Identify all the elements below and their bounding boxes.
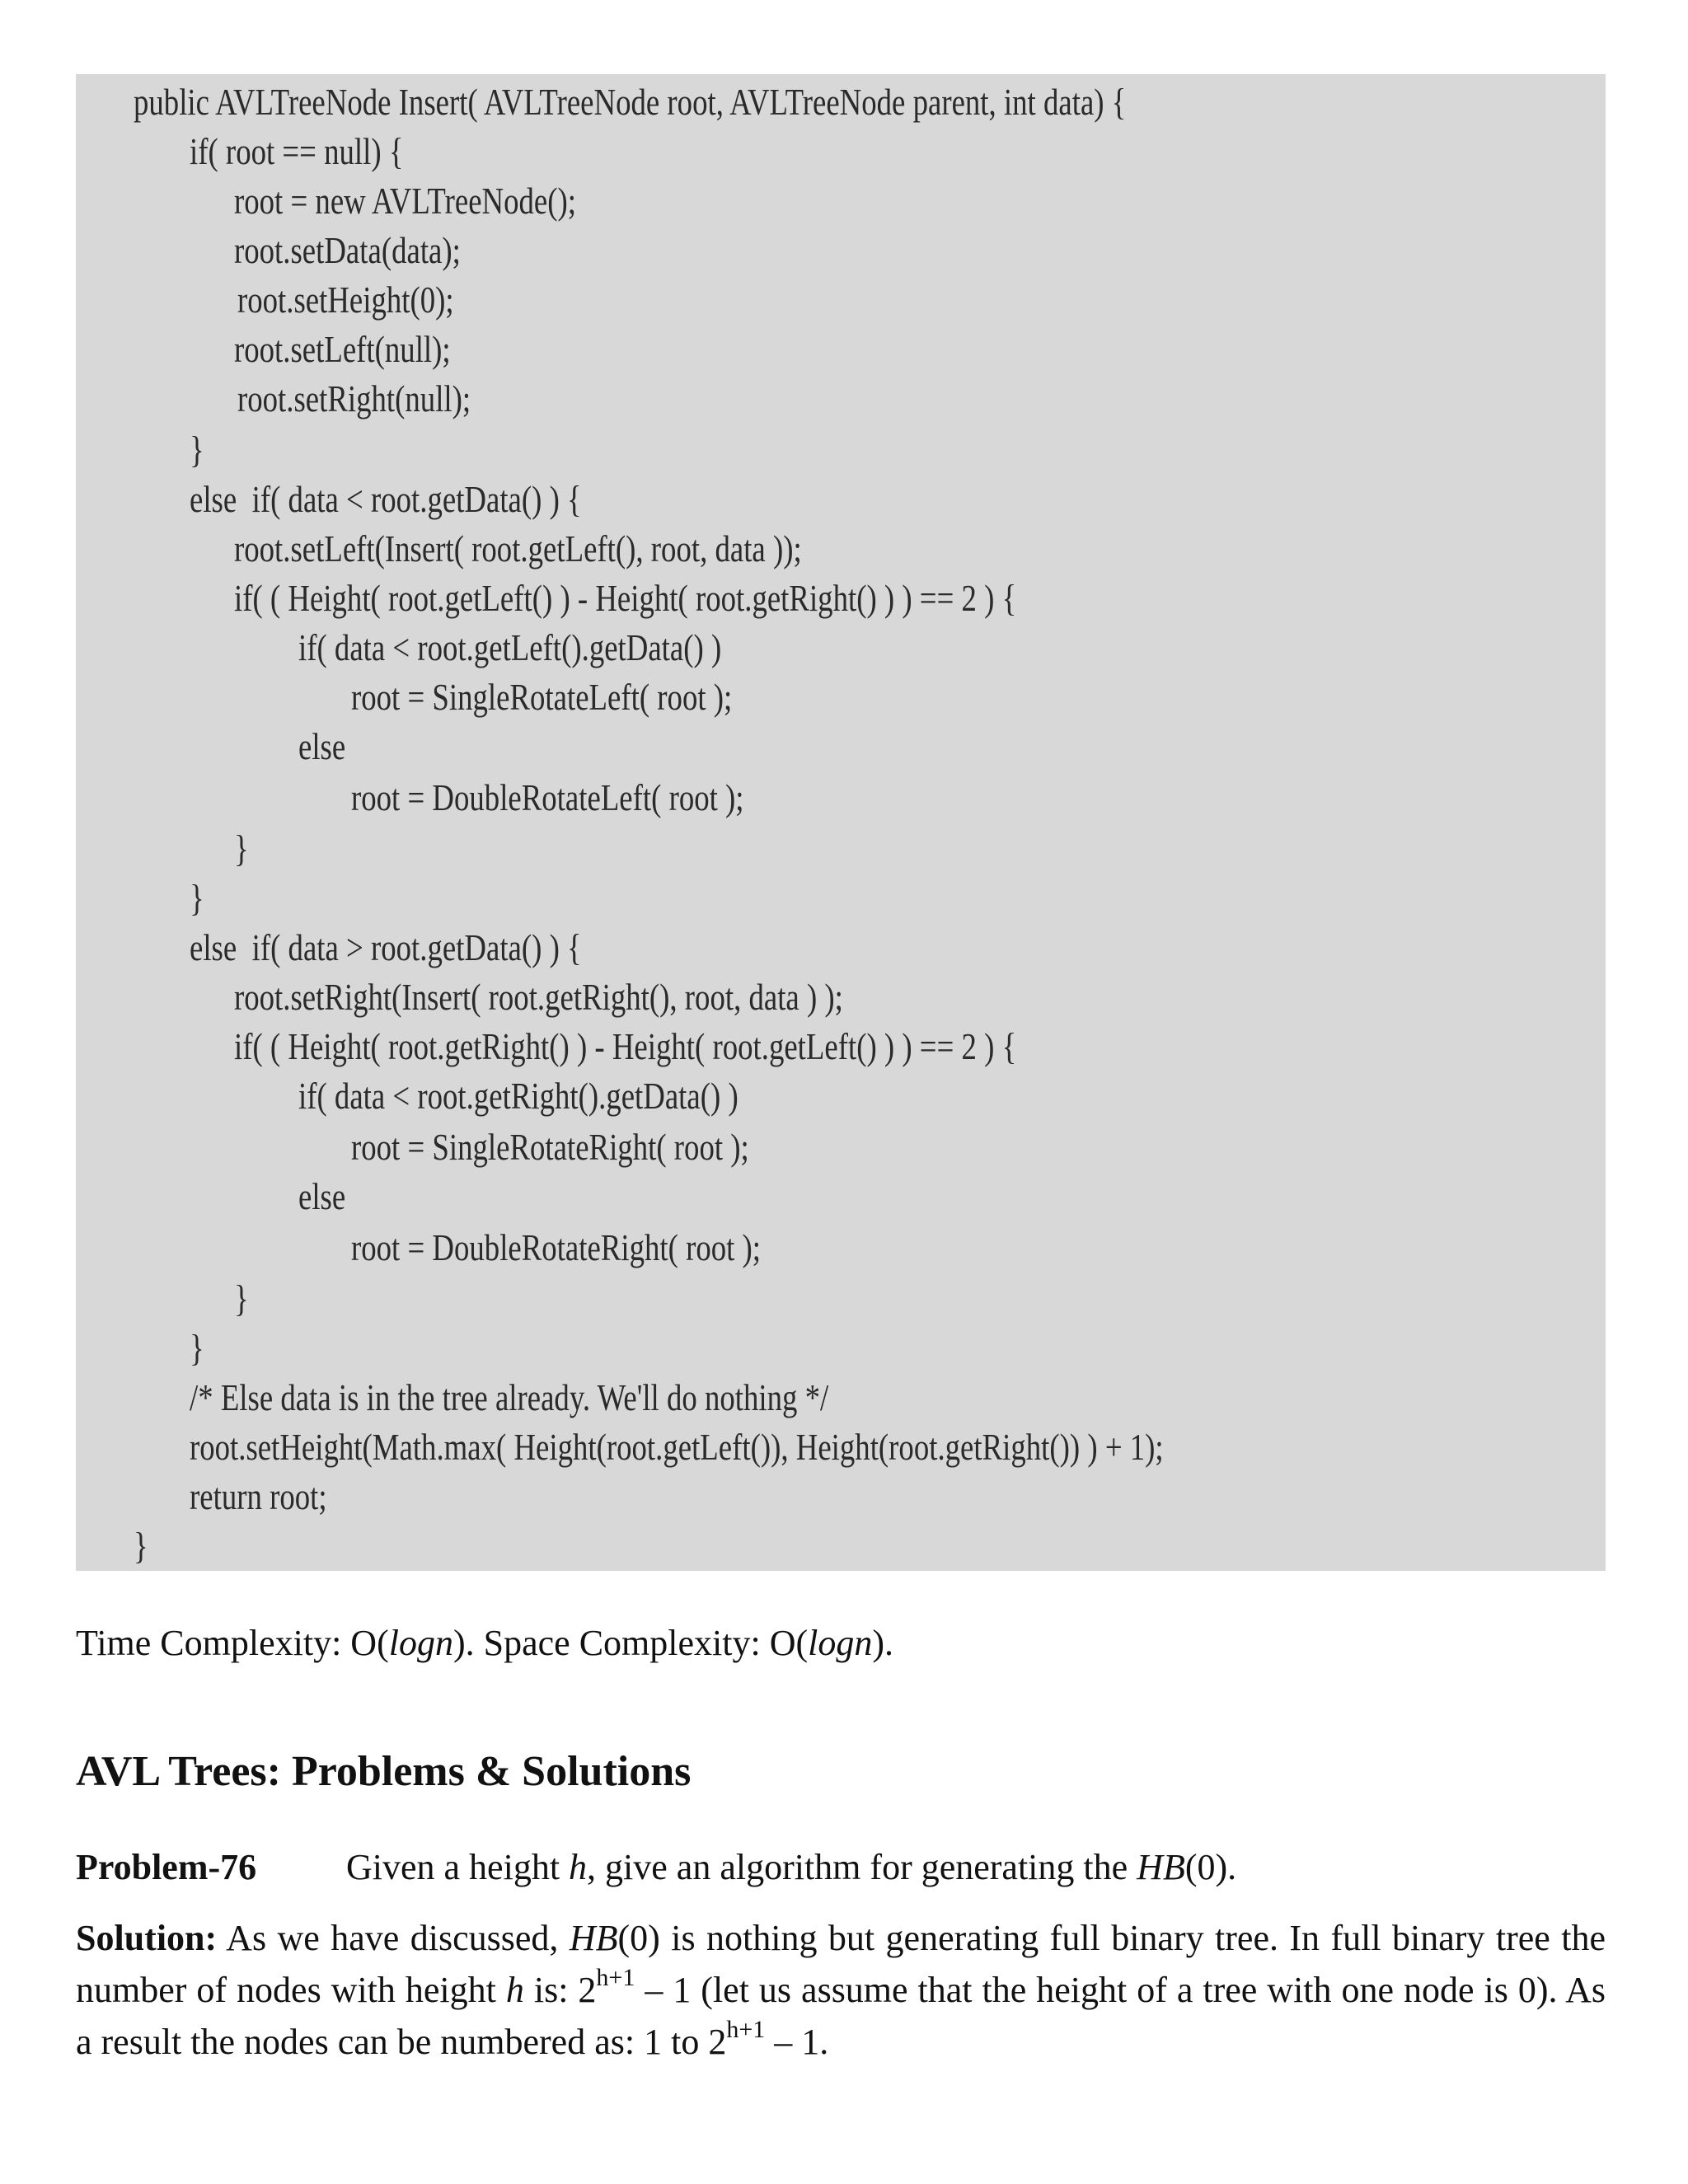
code-line: root = DoubleRotateRight( root ); [351, 1226, 762, 1268]
problem-text: , give an algorithm for generating the [587, 1847, 1137, 1887]
code-line: } [190, 1327, 204, 1369]
problem-text: Given a height [346, 1847, 570, 1887]
code-line: public AVLTreeNode Insert( AVLTreeNode root, AVLTreeNode parent, int data) { [134, 81, 1127, 123]
problem-text: (0). [1184, 1847, 1237, 1887]
solution-paragraph [76, 1912, 1606, 2068]
code-line: root.setHeight(0); [237, 279, 454, 321]
code-line: else if( data > root.getData() ) { [190, 926, 582, 968]
code-line: if( ( Height( root.getRight() ) - Height( root.getLeft() ) ) == 2 ) { [234, 1025, 1017, 1067]
problem-hb: HB [1137, 1847, 1185, 1887]
code-line: root = new AVLTreeNode(); [234, 180, 576, 222]
code-line: else [298, 1175, 346, 1217]
code-line: root.setHeight(Math.max( Height(root.getLeft()), Height(root.getRight()) ) + 1); [190, 1426, 1164, 1468]
code-line: /* Else data is in the tree already. We'll do nothing */ [190, 1376, 829, 1418]
problem-statement [76, 1844, 1236, 1891]
section-heading: AVL Trees: Problems & Solutions [76, 1748, 692, 1795]
solution-exponent: h+1 [726, 2016, 766, 2044]
complexity-time-value: logn [388, 1623, 453, 1663]
code-line: root.setData(data); [234, 229, 461, 271]
solution-text: As we have discussed, [217, 1918, 570, 1958]
code-line: root.setRight(null); [237, 377, 471, 419]
code-line: root = SingleRotateLeft( root ); [351, 676, 733, 718]
complexity-text: Time Complexity: O( [76, 1623, 389, 1663]
code-line: } [234, 1277, 249, 1319]
code-line: } [134, 1525, 148, 1567]
code-line: root = DoubleRotateLeft( root ); [351, 776, 744, 818]
solution-exponent: h+1 [596, 1964, 635, 1992]
problem-variable: h [569, 1847, 588, 1887]
complexity-text: ). [872, 1623, 894, 1663]
code-line: } [190, 877, 204, 919]
code-line: root.setRight(Insert( root.getRight(), root, data ) ); [234, 976, 843, 1018]
code-line: root.setLeft(null); [234, 328, 451, 370]
problem-label: Problem-76 [76, 1847, 257, 1887]
solution-hb: HB [569, 1918, 618, 1958]
solution-text: – 1 (let us assume that the height of a tree with one node is 0). As a result the nodes can be numbered as: 1 to 2 [76, 1970, 1606, 2062]
solution-variable: h [505, 1970, 524, 2010]
code-block [76, 74, 1606, 1571]
solution-text: is: 2 [523, 1970, 597, 2010]
complexity-statement [76, 1620, 893, 1666]
code-line: root = SingleRotateRight( root ); [351, 1126, 749, 1168]
solution-text: (0) is nothing but generating full binary tree. In full binary tree the number of nodes with height [76, 1918, 1606, 2010]
code-line: else if( data < root.getData() ) { [190, 478, 582, 520]
code-line: } [190, 429, 204, 471]
code-line: else [298, 725, 346, 767]
code-line: if( root == null) { [190, 130, 404, 172]
solution-text: – 1. [765, 2022, 829, 2062]
code-line: root.setLeft(Insert( root.getLeft(), root, data )); [234, 527, 802, 569]
code-line: if( data < root.getRight().getData() ) [298, 1075, 738, 1117]
complexity-text: ). Space Complexity: O( [452, 1623, 809, 1663]
code-line: if( data < root.getLeft().getData() ) [298, 626, 722, 668]
code-line: return root; [190, 1475, 327, 1517]
code-line: if( ( Height( root.getLeft() ) - Height( root.getRight() ) ) == 2 ) { [234, 577, 1017, 619]
code-line: } [234, 827, 249, 869]
solution-label: Solution: [76, 1918, 218, 1958]
complexity-space-value: logn [808, 1623, 873, 1663]
